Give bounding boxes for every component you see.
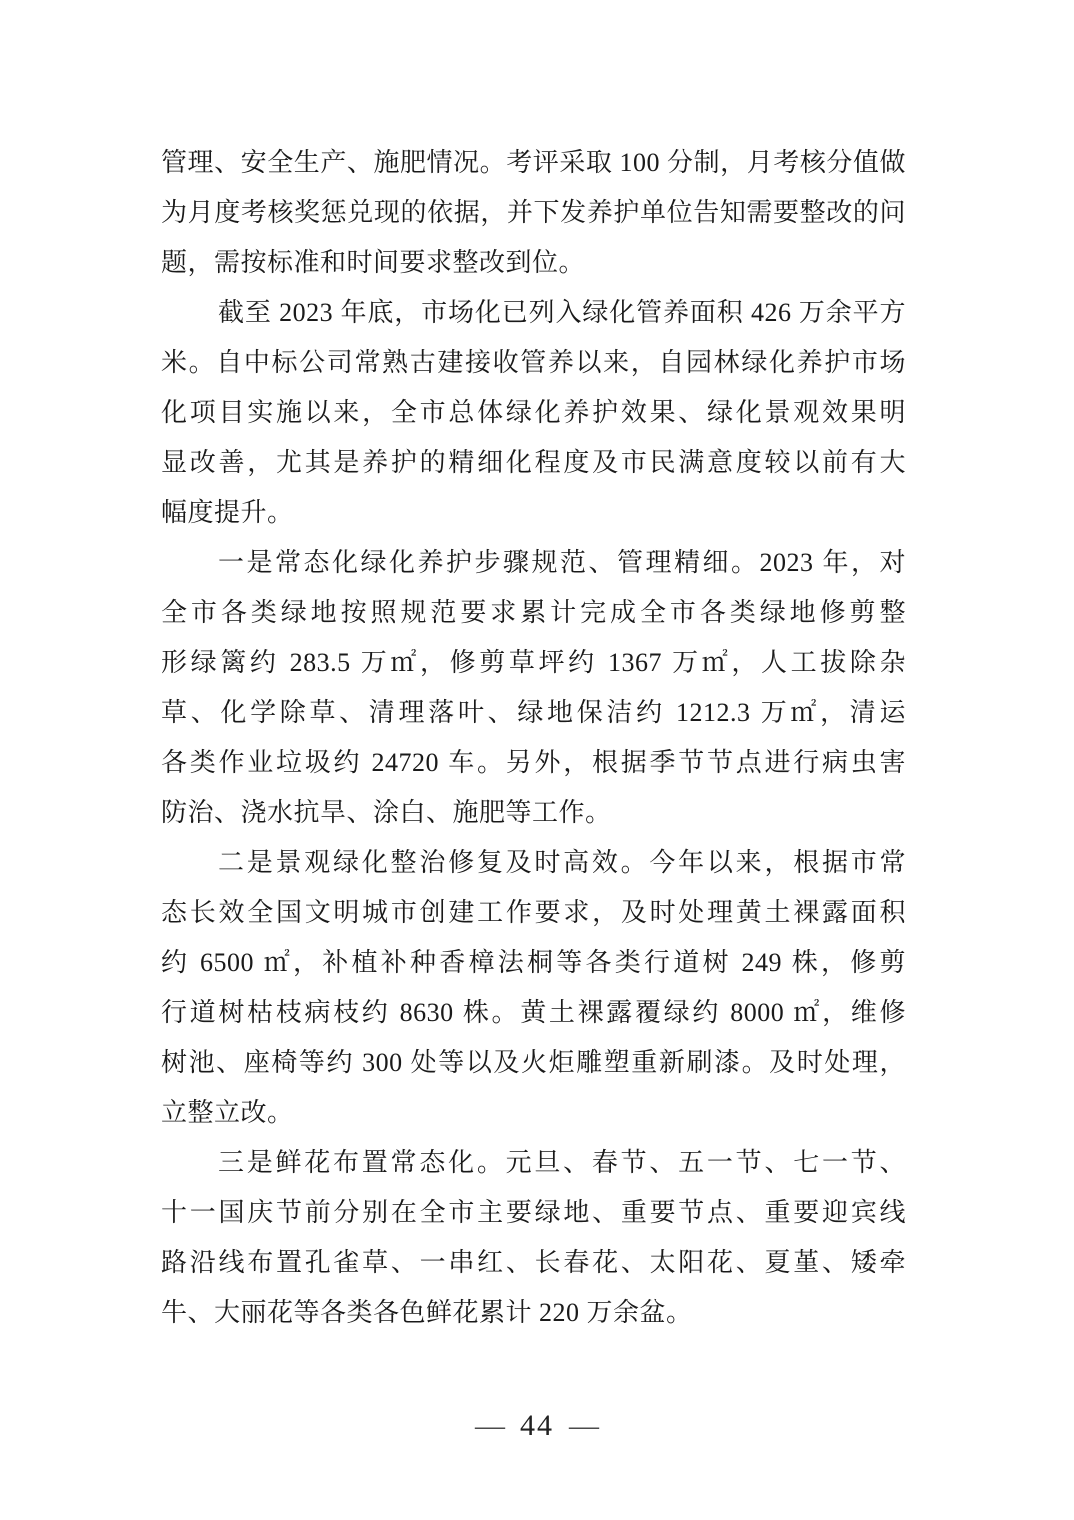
paragraph-3 — [161, 538, 906, 838]
text-line: 立整立改。 — [161, 1098, 294, 1127]
page-footer — [0, 1401, 1074, 1451]
text-line: 牛、大丽花等各类各色鲜花累计 220 万余盆。 — [161, 1298, 693, 1327]
text-line: 二是景观绿化整治修复及时高效。今年以来，根据市常 — [218, 848, 906, 877]
footer-dash-left: — — [475, 1409, 505, 1442]
paragraph-1 — [161, 138, 906, 288]
text-line: 形绿篱约 283.5 万㎡，修剪草坪约 1367 万㎡，人工拔除杂 — [161, 648, 906, 677]
text-line: 防治、浇水抗旱、涂白、施肥等工作。 — [161, 798, 612, 827]
text-line: 行道树枯枝病枝约 8630 株。黄土裸露覆绿约 8000 ㎡，维修 — [161, 998, 906, 1027]
text-line: 管理、安全生产、施肥情况。考评采取 100 分制，月考核分值做 — [161, 148, 906, 177]
text-line: 全市各类绿地按照规范要求累计完成全市各类绿地修剪整 — [161, 598, 906, 627]
document-body — [161, 138, 906, 1338]
page-number: 44 — [520, 1409, 554, 1442]
text-line: 米。自中标公司常熟古建接收管养以来，自园林绿化养护市场 — [161, 348, 906, 377]
paragraph-4 — [161, 838, 906, 1138]
paragraph-5 — [161, 1138, 906, 1338]
text-line: 各类作业垃圾约 24720 车。另外，根据季节节点进行病虫害 — [161, 748, 906, 777]
text-line: 截至 2023 年底，市场化已列入绿化管养面积 426 万余平方 — [218, 298, 906, 327]
text-line: 十一国庆节前分别在全市主要绿地、重要节点、重要迎宾线 — [161, 1198, 906, 1227]
text-line: 化项目实施以来，全市总体绿化养护效果、绿化景观效果明 — [161, 398, 906, 427]
text-line: 草、化学除草、清理落叶、绿地保洁约 1212.3 万㎡，清运 — [161, 698, 906, 727]
text-line: 幅度提升。 — [161, 498, 294, 527]
footer-dash-right: — — [569, 1409, 599, 1442]
text-line: 显改善，尤其是养护的精细化程度及市民满意度较以前有大 — [161, 448, 906, 477]
text-line: 题，需按标准和时间要求整改到位。 — [161, 248, 586, 277]
paragraph-2 — [161, 288, 906, 538]
text-line: 三是鲜花布置常态化。元旦、春节、五一节、七一节、 — [218, 1148, 906, 1177]
text-line: 约 6500 ㎡，补植补种香樟法桐等各类行道树 249 株，修剪 — [161, 948, 906, 977]
text-line: 路沿线布置孔雀草、一串红、长春花、太阳花、夏堇、矮牵 — [161, 1248, 906, 1277]
text-line: 树池、座椅等约 300 处等以及火炬雕塑重新刷漆。及时处理， — [161, 1048, 906, 1077]
text-line: 态长效全国文明城市创建工作要求，及时处理黄土裸露面积 — [161, 898, 906, 927]
text-line: 一是常态化绿化养护步骤规范、管理精细。2023 年，对 — [218, 548, 906, 577]
text-line: 为月度考核奖惩兑现的依据，并下发养护单位告知需要整改的问 — [161, 198, 906, 227]
